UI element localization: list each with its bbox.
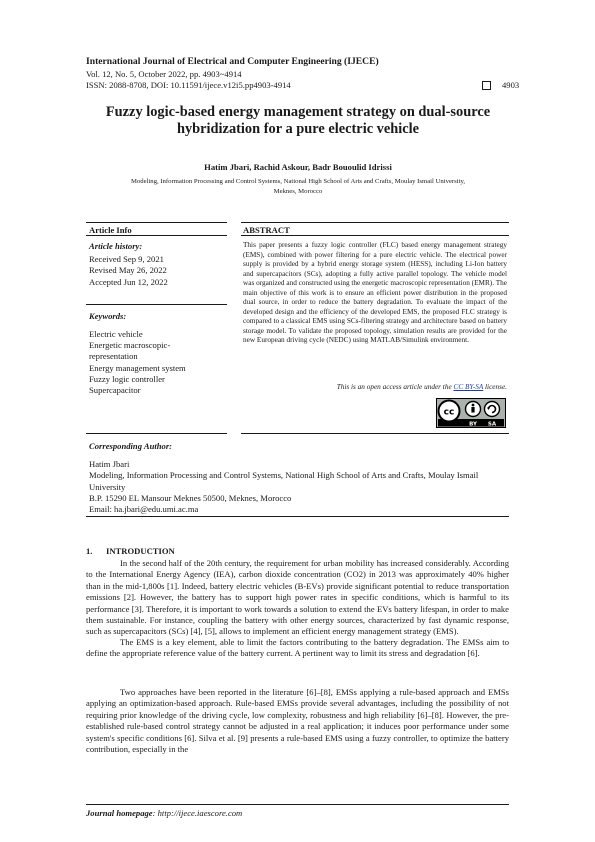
issn-doi-line: ISSN: 2088-8708, DOI: 10.11591/ijece.v12i5.pp4903-4914 [86,80,291,90]
journal-name: International Journal of Electrical and Computer Engineering (IJECE) [86,56,379,67]
paper-title [80,104,516,138]
divider [86,433,227,434]
keyword-item: Fuzzy logic controller [89,373,165,384]
keywords-heading: Keywords: [89,311,127,321]
corresponding-email[interactable]: Email: ha.jbari@edu.umi.ac.ma [89,504,199,515]
square-icon [482,81,491,90]
homepage-label: Journal homepage [86,808,153,818]
divider [241,235,509,236]
keyword-item: representation [89,351,138,362]
paragraph-text: The EMS is a key element, able to limit the factors contributing to the battery degradation. The EMSs aim to define the appropriate reference value of the battery current. A pertinent way to limit its stress and degradation [6]. [86,637,509,659]
article-history-heading: Article history: [89,241,143,251]
homepage-url[interactable]: : http://ijece.iaescore.com [152,808,243,818]
paragraph-text: Two approaches have been reported in the literature [6]–[8], EMSs applying a rule-based approach and EMSs applying an optimization-based approach. Rule-based EMSs provide several advantages, including the possibility of not requiring prior knowledge of the driving cycle, low complexity, robustness and high reliability [6]–[8]. However, the pre-established rule-based control strategy cannot be adjusted in a real application; it induces poor performance under some system's specific conditions [6]. Silva et al. [9] presents a rule-based EMS using a fuzzy controller, to optimize the battery contribution, especially in the [86,687,509,755]
journal-homepage [86,808,242,818]
license-line [243,383,507,391]
corresponding-name: Hatim Jbari [89,459,130,469]
corresponding-author-heading: Corresponding Author: [89,441,173,451]
license-link[interactable]: CC BY-SA [453,383,484,391]
affiliation [95,177,501,197]
badge-by-label: BY [469,421,477,428]
divider [86,235,227,236]
affiliation-line-1: Modeling, Information Processing and Control Systems, National High School of Arts and Crafts, Moulay Ismail University, [130,178,466,185]
section-heading [86,546,175,556]
keywords-list [89,329,229,396]
paragraph [86,687,509,755]
article-info-heading: Article Info [89,225,132,235]
authors: Hatim Jbari, Rachid Askour, Badr Bououlid Idrissi [204,162,392,172]
svg-text:cc: cc [443,407,455,418]
paragraph [86,637,509,660]
keyword-item: Energy management system [89,362,186,373]
history-accepted: Accepted Jun 12, 2022 [89,276,168,287]
cc-by-sa-badge-icon[interactable] [436,398,506,428]
corresponding-address: B.P. 15290 EL Mansour Meknes 50500, Meknes, Morocco [89,492,292,503]
affiliation-line-2: Meknes, Morocco [273,187,323,195]
keyword-item: Energetic macroscopic- [89,340,171,351]
divider [241,222,509,223]
abstract-heading: ABSTRACT [243,225,290,235]
history-received: Received Sep 9, 2021 [89,254,164,264]
corresponding-affiliation: Modeling, Information Processing and Control Systems, National High School of Arts and Crafts, Moulay Ismail University [89,470,479,492]
paragraph-text: In the second half of the 20th century, the requirement for urban mobility has increased considerably. According to the International Energy Agency (IEA), carbon dioxide concentration (CO2) in 2013 was approximately 40% higher than in the mid-1,800s [1]. Indeed, battery electric vehicles (B-EVs) provide significant potential to reduce transportation emissions [2]. However, the battery has to support high power rates in specific conditions, which is harmful to its performance [3]. Therefore, it is important to work towards a solution to extend the EVs battery lifespan, in order to make them sustainable. For instance, coupling the battery with other energy sources, characterized by fast dynamic response, such as supercapacitors (SCs) [4], [5], allows to implement an efficient energy management strategy (EMS). [86,558,509,637]
divider [86,304,227,305]
license-prefix: This is an open access article under the [336,383,454,391]
volume-line: Vol. 12, No. 5, October 2022, pp. 4903~4914 [86,69,242,79]
history-revised: Revised May 26, 2022 [89,265,167,276]
section-number: 1. [86,546,93,556]
divider [86,804,509,805]
page-number: 4903 [502,80,520,90]
section-title: INTRODUCTION [106,546,175,556]
badge-sa-label: SA [487,421,497,428]
paragraph [86,558,509,638]
divider [86,516,509,517]
license-suffix: license. [483,383,507,391]
title-line-2: hybridization for a pure electric vehicle [176,121,420,137]
title-line-1: Fuzzy logic-based energy management strategy on dual-source [105,104,491,120]
corresponding-author-details [89,459,507,515]
divider [241,433,509,434]
divider [86,222,227,223]
keyword-item: Electric vehicle [89,329,143,339]
keyword-item: Supercapacitor [89,385,141,396]
abstract-text: This paper presents a fuzzy logic controller (FLC) based energy management strategy (EMS), combined with power filtering for a pure electric vehicle. The electrical power supply is provided by a hybrid energy storage system (HESS), including Li-Ion battery and supercapacitors (SCs), adopting a fully active parallel topology. The vehicle model was organized and constructed using the energetic macroscopic representation (EMR). The main objective of this work is to ensure an efficient power distribution in the proposed dual source, in order to reduce the battery degradation. To evaluate the impact of the developed design and the efficiency of the developed EMS, the proposed FLC strategy is compared to a classical EMS using SCs-filtering strategy and architecture based on battery storage model. To validate the proposed topology, simulation results are provided for the new European driving cycle (NEDC) using MATLAB/Simulink environment. [243,241,507,344]
article-history [89,254,168,288]
